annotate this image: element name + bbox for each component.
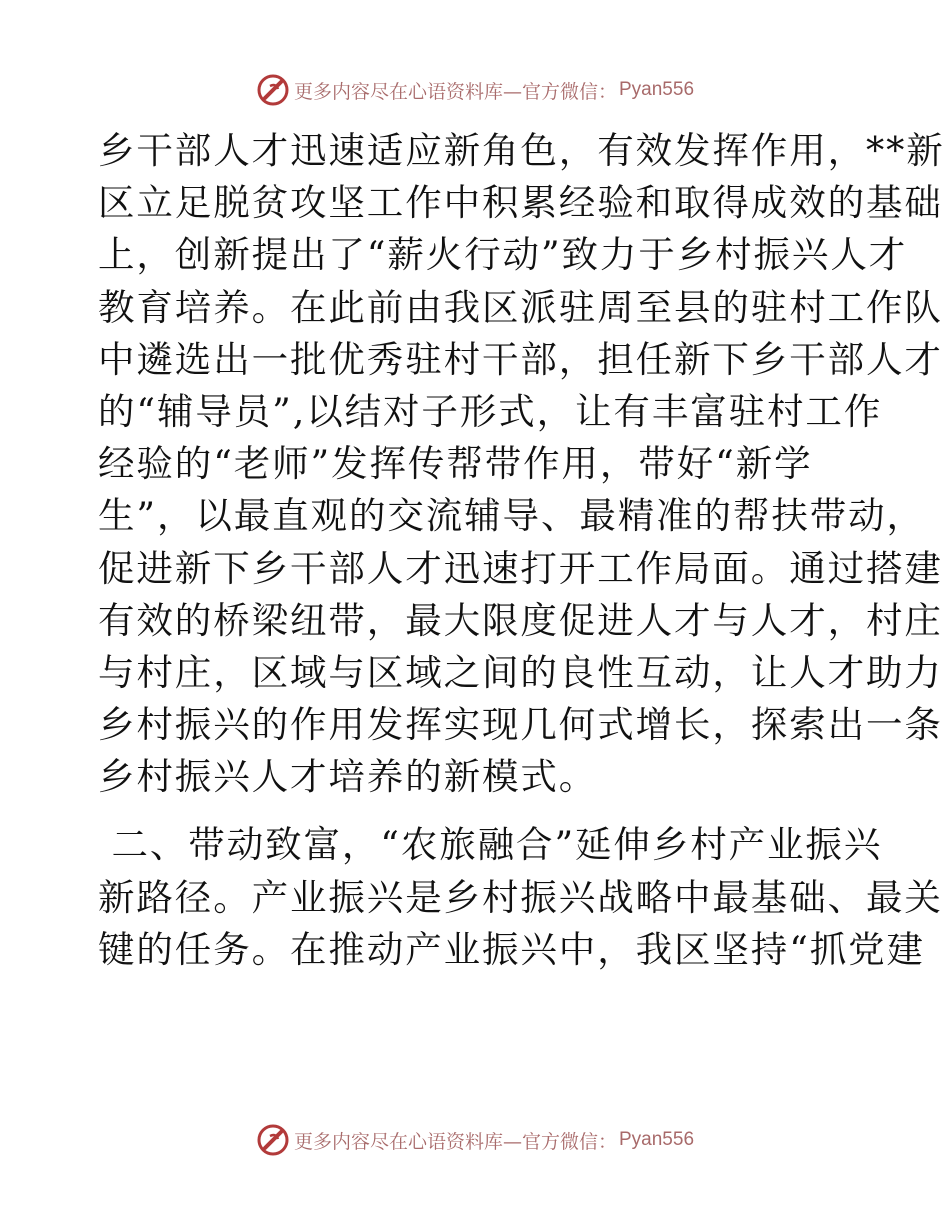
banner (256, 73, 694, 107)
text-line: 的“辅导员”,以结对子形式，让有丰富驻村工作 (98, 389, 883, 433)
text-line: 上，创新提出了“薪火行动”致力于乡村振兴人才 (98, 233, 908, 277)
text-line: 教育培养。在此前由我区派驻周至县的驻村工作队 (98, 285, 943, 329)
logo-icon (256, 1123, 290, 1157)
banner-text: 更多内容尽在心语资料库—官方微信： (293, 80, 617, 103)
text-line: 生”，以最直观的交流辅导、最精准的帮扶带动， (98, 494, 925, 538)
text-line: 中遴选出一批优秀驻村干部，担任新下乡干部人才 (98, 337, 943, 381)
text-line: 促进新下乡干部人才迅速打开工作局面。通过搭建 (98, 546, 943, 590)
text-line: 乡村振兴人才培养的新模式。 (98, 755, 598, 799)
banner-wechat-id: Pyan556 (619, 1129, 695, 1150)
text-line: 乡干部人才迅速适应新角色，有效发挥作用，**新 (98, 129, 945, 172)
text-line: 与村庄，区域与区域之间的良性互动，让人才助力 (98, 650, 943, 694)
document-body (98, 125, 945, 976)
text-line: 经验的“老师”发挥传帮带作用，带好“新学 (98, 442, 813, 486)
footer-banner (0, 1122, 950, 1158)
banner-text: 更多内容尽在心语资料库—官方微信： (293, 1130, 617, 1153)
banner (256, 1123, 694, 1157)
text-line: 乡村振兴的作用发挥实现几何式增长，探索出一条 (98, 703, 943, 747)
section-heading-line: 二、带动致富，“农旅融合”延伸乡村产业振兴 (98, 823, 883, 867)
text-line: 有效的桥梁纽带，最大限度促进人才与人才，村庄 (98, 598, 943, 642)
banner-wechat-id: Pyan556 (619, 79, 695, 100)
header-banner (0, 72, 950, 108)
logo-icon (256, 73, 290, 107)
text-line: 区立足脱贫攻坚工作中积累经验和取得成效的基础 (98, 181, 943, 225)
paragraph-gap (98, 803, 858, 819)
text-line: 新路径。产业振兴是乡村振兴战略中最基础、最关 (98, 875, 943, 919)
text-line: 键的任务。在推动产业振兴中，我区坚持“抓党建 (98, 927, 925, 971)
